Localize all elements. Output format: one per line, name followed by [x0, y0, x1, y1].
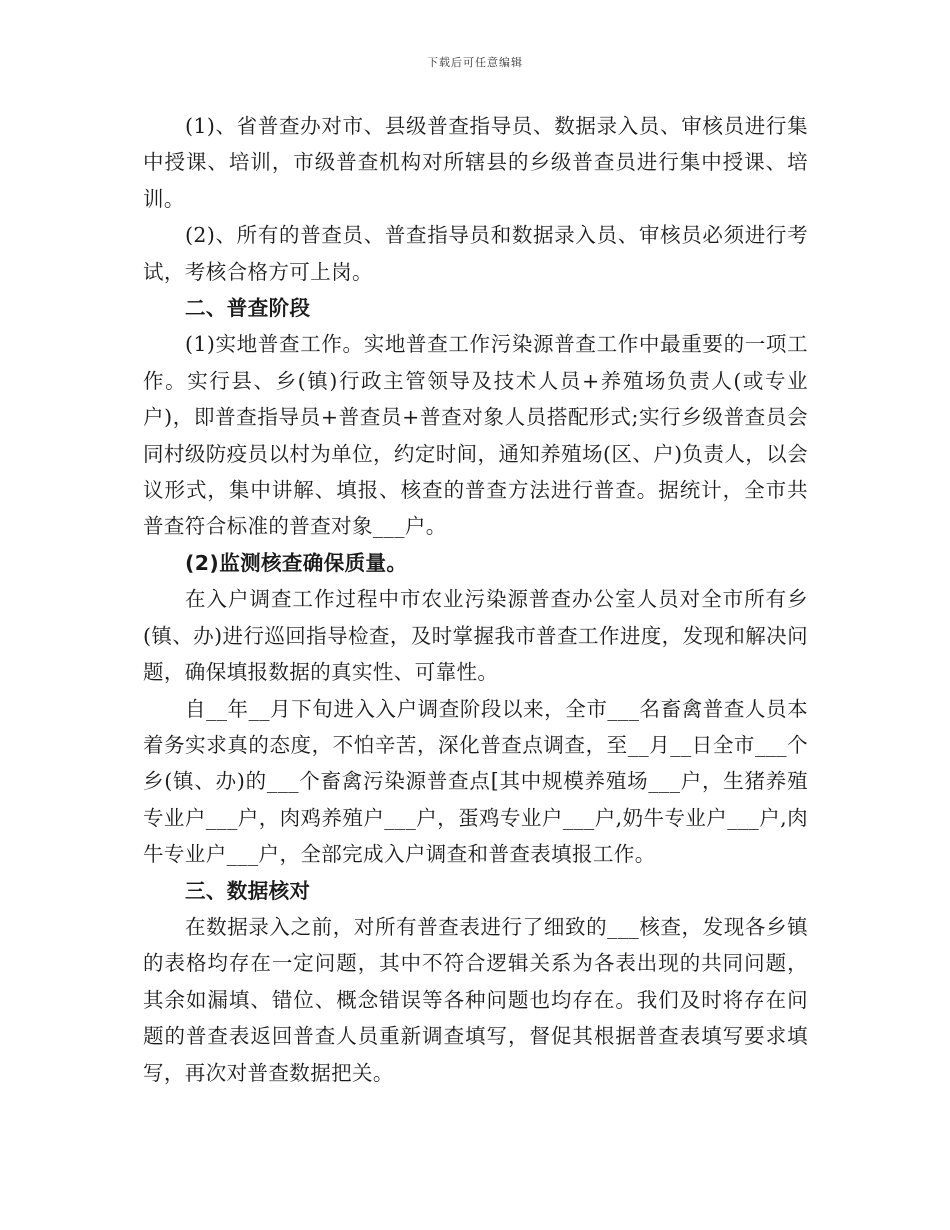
subheading-quality-check: (2)监测核查确保质量。: [185, 550, 408, 575]
document-body: [143, 108, 808, 1091]
section-heading-data-check: 三、数据核对: [185, 878, 311, 903]
paragraph-data-review: 在数据录入之前，对所有普查表进行了细致的___核查，发现各乡镇的表格均存在一定问题，其中不符合逻辑关系为各表出现的共同问题，其余如漏填、错位、概念错误等各种问题也均存在。我们及时将存在问题的普查表返回普查人员重新调查填写，督促其根据普查表填写要求填写，再次对普查数据把关。: [143, 914, 808, 1085]
section-heading-survey-stage: 二、普查阶段: [185, 296, 311, 321]
paragraph-inspection: 在入户调查工作过程中市农业污染源普查办公室人员对全市所有乡(镇、办)进行巡回指导检查，及时掌握我市普查工作进度，发现和解决问题，确保填报数据的真实性、可靠性。: [143, 587, 808, 685]
paragraph-field-survey: (1)实地普查工作。实地普查工作污染源普查工作中最重要的一项工作。实行县、乡(镇)行政主管领导及技术人员+养殖场负责人(或专业户)，即普查指导员+普查员+普查对象人员搭配形式;实行乡级普查员会同村级防疫员以村为单位，约定时间，通知养殖场(区、户)负责人，以会议形式，集中讲解、填报、核查的普查方法进行普查。据统计，全市共普查符合标准的普查对象___户。: [143, 332, 808, 539]
paragraph-training-1: (1)、省普查办对市、县级普查指导员、数据录入员、审核员进行集中授课、培训，市级普查机构对所辖县的乡级普查员进行集中授课、培训。: [143, 114, 808, 211]
paragraph-training-2: (2)、所有的普查员、普查指导员和数据录入员、审核员必须进行考试，考核合格方可上岗。: [143, 223, 808, 284]
paragraph-progress: 自__年__月下旬进入入户调查阶段以来，全市___名畜禽普查人员本着务实求真的态度，不怕辛苦，深化普查点调查，至__月__日全市___个乡(镇、办)的___个畜禽污染源普查点[其中规模养殖场___户，生猪养殖专业户___户，肉鸡养殖户___户，蛋鸡专业户___户,奶牛专业户___户,肉牛专业户___户，全部完成入户调查和普查表填报工作。: [143, 696, 808, 867]
page-header: 下载后可任意编辑: [427, 56, 523, 69]
